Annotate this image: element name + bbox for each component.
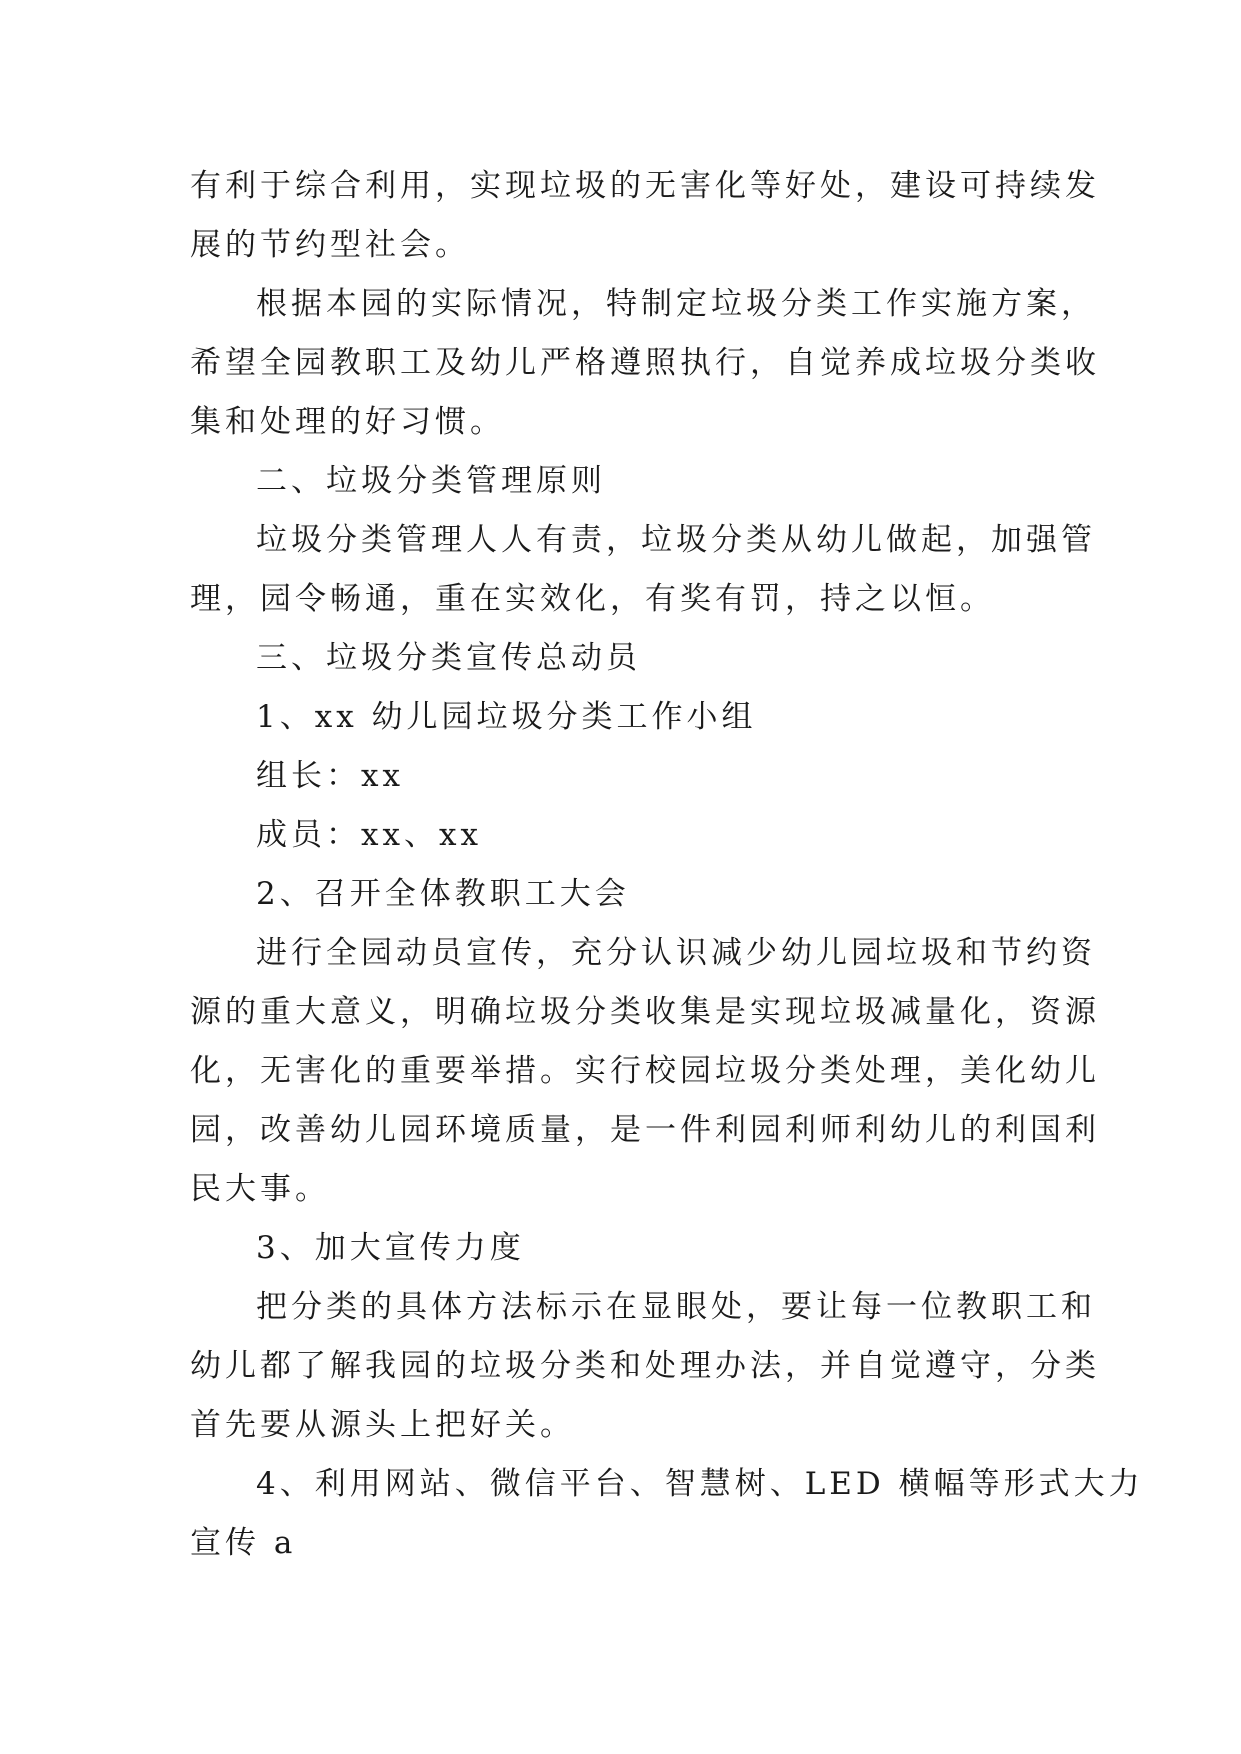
text-line: 三、垃圾分类宣传总动员 — [256, 640, 641, 676]
text-line: 园，改善幼儿园环境质量，是一件利园利师利幼儿的利国利 — [190, 1112, 1100, 1148]
text-line: 组长：xx — [256, 758, 404, 794]
text-line: 有利于综合利用，实现垃圾的无害化等好处，建设可持续发 — [190, 168, 1100, 204]
text-line: 根据本园的实际情况，特制定垃圾分类工作实施方案， — [256, 286, 1096, 322]
text-line: 集和处理的好习惯。 — [190, 404, 505, 440]
paragraph — [190, 688, 1070, 747]
paragraph — [190, 629, 1070, 688]
paragraph — [190, 1219, 1070, 1278]
paragraph — [190, 747, 1070, 806]
text-line: 理，园令畅通，重在实效化，有奖有罚，持之以恒。 — [190, 581, 995, 617]
text-line: 垃圾分类管理人人有责，垃圾分类从幼儿做起，加强管 — [256, 522, 1096, 558]
text-line: 二、垃圾分类管理原则 — [256, 463, 606, 499]
text-line: 展的节约型社会。 — [190, 227, 470, 263]
text-line: 1、xx 幼儿园垃圾分类工作小组 — [256, 699, 757, 735]
text-line: 民大事。 — [190, 1171, 330, 1207]
text-line: 化，无害化的重要举措。实行校园垃圾分类处理，美化幼儿 — [190, 1053, 1100, 1089]
document-body — [190, 157, 1144, 1573]
text-line: 宣传 a — [190, 1525, 297, 1561]
paragraph — [190, 1278, 1100, 1455]
paragraph — [190, 157, 1100, 275]
text-line: 幼儿都了解我园的垃圾分类和处理办法，并自觉遵守，分类 — [190, 1348, 1100, 1384]
paragraph — [190, 275, 1100, 452]
text-line: 2、召开全体教职工大会 — [256, 876, 630, 912]
paragraph — [190, 924, 1100, 1219]
paragraph — [190, 511, 1096, 629]
paragraph — [190, 1455, 1144, 1573]
text-line: 进行全园动员宣传，充分认识减少幼儿园垃圾和节约资 — [256, 935, 1096, 971]
paragraph — [190, 806, 1070, 865]
text-line: 希望全园教职工及幼儿严格遵照执行，自觉养成垃圾分类收 — [190, 345, 1100, 381]
text-line: 3、加大宣传力度 — [256, 1230, 525, 1266]
text-line: 成员：xx、xx — [256, 817, 482, 853]
text-line: 源的重大意义，明确垃圾分类收集是实现垃圾减量化，资源 — [190, 994, 1100, 1030]
text-line: 4、利用网站、微信平台、智慧树、LED 横幅等形式大力 — [256, 1466, 1144, 1502]
paragraph — [190, 452, 1070, 511]
paragraph — [190, 865, 1070, 924]
text-line: 首先要从源头上把好关。 — [190, 1407, 575, 1443]
text-line: 把分类的具体方法标示在显眼处，要让每一位教职工和 — [256, 1289, 1096, 1325]
